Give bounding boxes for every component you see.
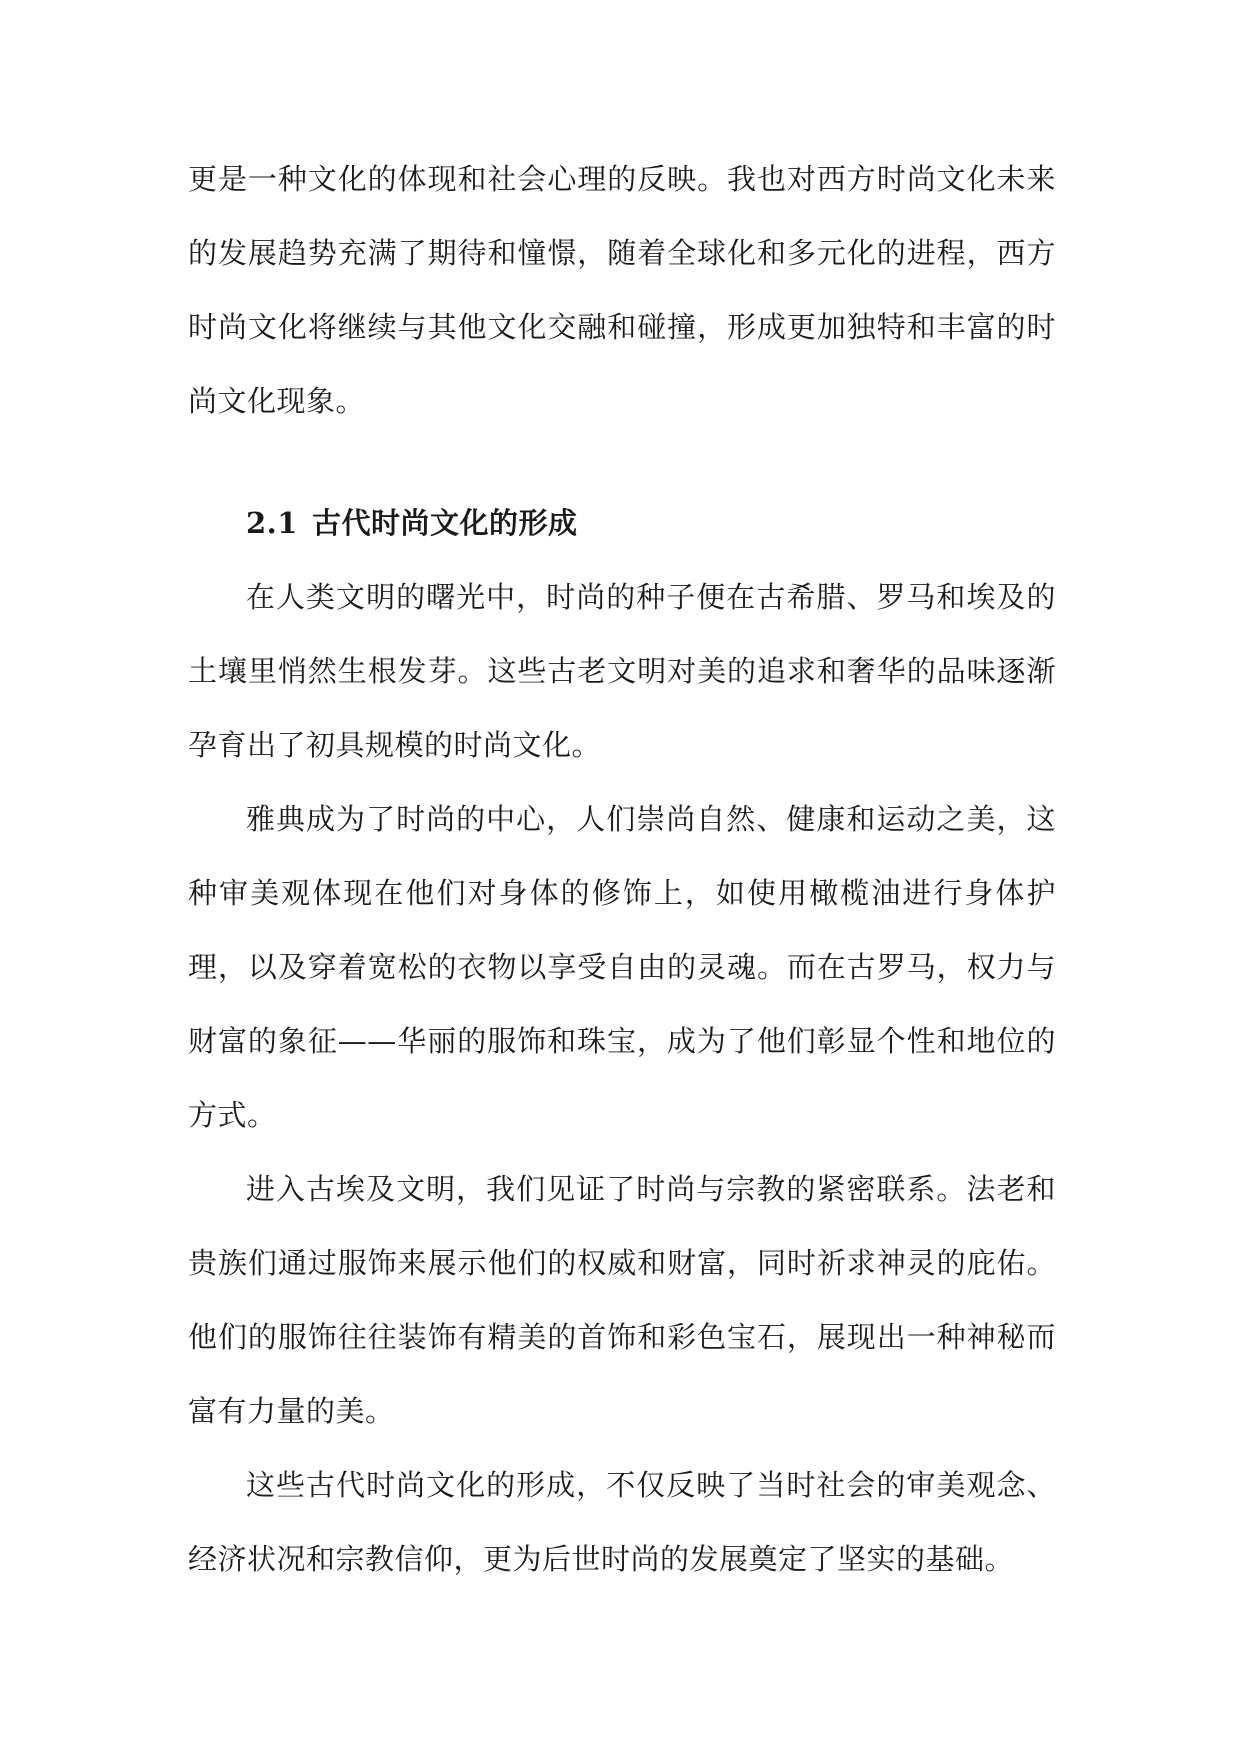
page-body: [188, 142, 1056, 1596]
paragraph-4: 这些古代时尚文化的形成，不仅反映了当时社会的审美观念、经济状况和宗教信仰，更为后世时尚的发展奠定了坚实的基础。: [188, 1468, 1056, 1576]
section-title: 古代时尚文化的形成: [311, 506, 578, 540]
section-heading: [188, 486, 1056, 560]
paragraph-1: 在人类文明的曙光中，时尚的种子便在古希腊、罗马和埃及的土壤里悄然生根发芽。这些古老文明对美的追求和奢华的品味逐渐孕育出了初具规模的时尚文化。: [188, 580, 1056, 762]
paragraph-2: 雅典成为了时尚的中心，人们崇尚自然、健康和运动之美，这种审美观体现在他们对身体的修饰上，如使用橄榄油进行身体护理，以及穿着宽松的衣物以享受自由的灵魂。而在古罗马，权力与财富的象征——华丽的服饰和珠宝，成为了他们彰显个性和地位的方式。: [188, 802, 1056, 1132]
section-number: 2.1: [246, 506, 298, 540]
paragraph-3: 进入古埃及文明，我们见证了时尚与宗教的紧密联系。法老和贵族们通过服饰来展示他们的权威和财富，同时祈求神灵的庇佑。他们的服饰往往装饰有精美的首饰和彩色宝石，展现出一种神秘而富有力量的美。: [188, 1172, 1056, 1428]
opening-paragraph: 更是一种文化的体现和社会心理的反映。我也对西方时尚文化未来的发展趋势充满了期待和憧憬，随着全球化和多元化的进程，西方时尚文化将继续与其他文化交融和碰撞，形成更加独特和丰富的时尚文化现象。: [188, 162, 1056, 418]
